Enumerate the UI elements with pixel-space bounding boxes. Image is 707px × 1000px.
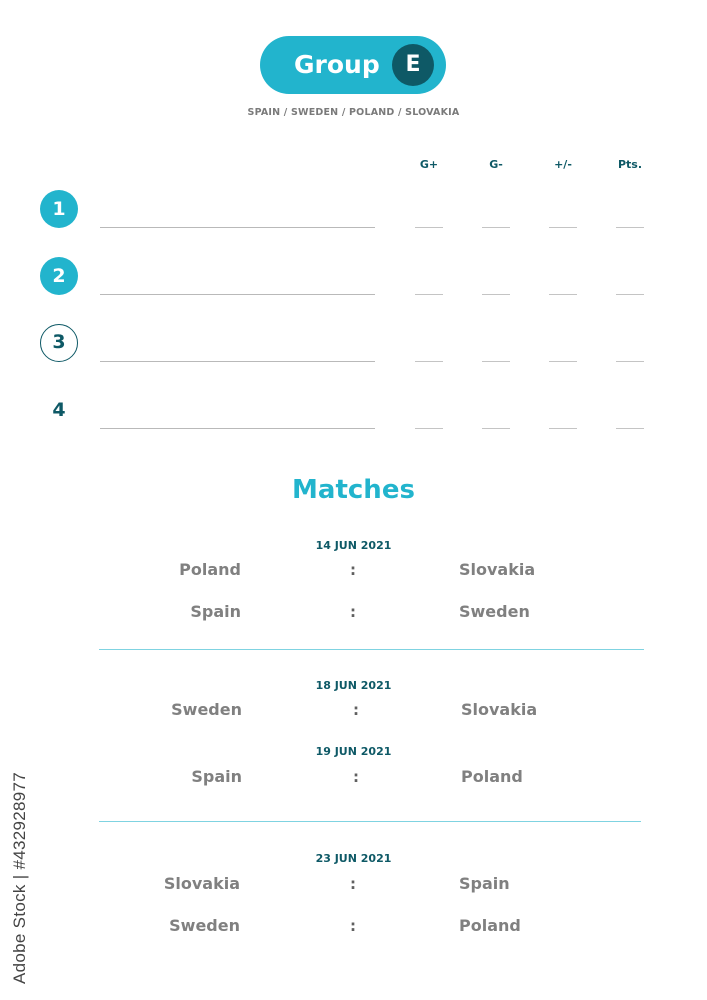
rank-badge: 1 [40,190,78,228]
match-date: 23 JUN 2021 [315,852,392,865]
group-badge [260,36,446,94]
match-date: 18 JUN 2021 [315,679,392,692]
goal-difference-blank [549,227,577,228]
away-team: Slovakia [461,700,538,719]
group-label: Group [294,50,380,79]
away-team: Spain [459,874,510,893]
home-team: Spain [191,767,242,786]
score-separator: : [353,768,359,786]
score-separator: : [350,917,356,935]
group-teams-line: SPAIN / SWEDEN / POLAND / SLOVAKIA [247,107,460,118]
rank-badge: 4 [52,399,66,421]
home-team: Sweden [169,916,240,935]
group-letter: E [392,44,434,86]
goals-for-blank [415,361,443,362]
goals-against-blank [482,361,510,362]
team-name-blank [100,428,375,429]
points-blank [616,227,644,228]
goal-difference-blank [549,361,577,362]
points-blank [616,294,644,295]
team-name-blank [100,294,375,295]
matchday-divider [99,649,644,650]
away-team: Poland [459,916,521,935]
score-separator: : [350,875,356,893]
goals-against-blank [482,227,510,228]
score-separator: : [350,561,356,579]
rank-badge: 2 [40,257,78,295]
home-team: Sweden [171,700,242,719]
team-name-blank [100,227,375,228]
away-team: Slovakia [459,560,536,579]
column-header-points: Pts. [617,158,643,171]
away-team: Poland [461,767,523,786]
points-blank [616,361,644,362]
home-team: Poland [179,560,241,579]
points-blank [616,428,644,429]
goals-against-blank [482,428,510,429]
home-team: Spain [190,602,241,621]
away-team: Sweden [459,602,530,621]
goals-against-blank [482,294,510,295]
matchday-divider [99,821,641,822]
goal-difference-blank [549,428,577,429]
score-separator: : [353,701,359,719]
goals-for-blank [415,428,443,429]
goal-difference-blank [549,294,577,295]
stock-credit-text: Adobe Stock | #432928977 [10,771,29,984]
score-separator: : [350,603,356,621]
column-header-goals-against: G- [489,158,503,171]
rank-badge: 3 [40,324,78,362]
home-team: Slovakia [163,874,240,893]
team-name-blank [100,361,375,362]
column-header-goal-difference: +/- [554,158,572,171]
column-header-goals-for: G+ [419,158,439,171]
matches-title: Matches [292,475,415,505]
match-date: 19 JUN 2021 [315,745,392,758]
goals-for-blank [415,227,443,228]
match-date: 14 JUN 2021 [315,539,392,552]
goals-for-blank [415,294,443,295]
